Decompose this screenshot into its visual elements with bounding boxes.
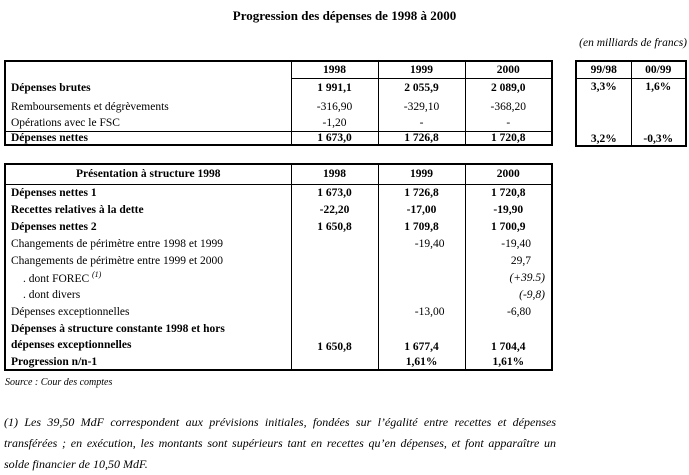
column-header: 2000 [465, 61, 552, 78]
cell-value: -368,20 [465, 98, 552, 116]
row-label-line1: Dépenses à structure constante 1998 et hors [11, 323, 225, 335]
table-header-row [5, 164, 552, 184]
row-label [5, 269, 291, 286]
cell-value: -22,20 [291, 201, 378, 218]
cell-value: 1 650,8 [291, 218, 378, 235]
row-label-text: . dont FOREC [23, 272, 90, 285]
ratio-value-top: 1,6% [645, 80, 672, 93]
cell-value [291, 235, 378, 252]
cell-value: 1 720,8 [465, 131, 552, 145]
row-label: Dépenses nettes [5, 131, 291, 145]
ratio-value-bottom: 3,2% [590, 133, 617, 145]
cell-value: (+39.5) [465, 269, 552, 286]
cell-value: 1,61% [465, 354, 552, 370]
cell-value: 1 700,9 [465, 218, 552, 235]
column-header: 99/98 [576, 61, 631, 78]
source-note: Source : Cour des comptes [5, 377, 113, 388]
unit-label: (en milliards de francs) [579, 37, 687, 49]
cell-value: - [465, 116, 552, 131]
cell-value: -1,20 [291, 116, 378, 131]
cell-value: 1 704,4 [465, 320, 552, 354]
table-row [5, 269, 552, 286]
table-row [5, 218, 552, 235]
table-row [5, 116, 552, 131]
row-label: Dépenses nettes 1 [11, 186, 97, 199]
table-row [5, 201, 552, 218]
table-header-row [5, 61, 552, 78]
cell-value [291, 303, 378, 320]
cell-value: 1 726,8 [378, 184, 465, 201]
cell-value: -19,40 [378, 235, 465, 252]
cell-value: 1 673,0 [291, 131, 378, 145]
cell-value: 1 650,8 [291, 320, 378, 354]
row-label: Dépenses nettes 2 [11, 220, 97, 233]
ratio-cell [631, 78, 686, 146]
cell-value: 1 709,8 [378, 218, 465, 235]
gross-expenses-table [4, 60, 553, 146]
header-empty-cell [5, 61, 291, 78]
cell-value: -6,80 [465, 303, 552, 320]
column-header: 00/99 [631, 61, 686, 78]
table-row [5, 235, 552, 252]
cell-value: -17,00 [378, 201, 465, 218]
page-title: Progression des dépenses de 1998 à 2000 [232, 8, 457, 23]
cell-value: - [378, 116, 465, 131]
table-row [5, 286, 552, 303]
cell-value [378, 252, 465, 269]
cell-value [291, 269, 378, 286]
row-label: Remboursements et dégrèvements [11, 101, 169, 113]
table-row [5, 78, 552, 98]
cell-value [291, 252, 378, 269]
cell-value [378, 269, 465, 286]
ratio-cell [576, 78, 631, 146]
table-row [5, 252, 552, 269]
cell-value: -19,40 [465, 235, 552, 252]
cell-value: 1 673,0 [291, 184, 378, 201]
column-header: 1999 [378, 164, 465, 184]
cell-value [291, 286, 378, 303]
footnote-text: (1) Les 39,50 MdF correspondent aux prévisions initiales, fondées sur l’égalité entre recettes et dépenses transférées ; en exécution, les montants sont supérieurs tant en recettes qu’en dépenses, et font apparaître un solde financier de 10,50 MdF. [4, 415, 556, 471]
table-row [5, 131, 552, 145]
cell-value: 1,61% [378, 354, 465, 370]
row-label: Dépenses exceptionnelles [11, 305, 130, 318]
cell-value [378, 286, 465, 303]
cell-value: (-9,8) [465, 286, 552, 303]
row-label: . dont divers [23, 288, 81, 301]
row-label: Opérations avec le FSC [11, 117, 120, 130]
cell-value: -19,90 [465, 201, 552, 218]
column-header: 1998 [291, 61, 378, 78]
row-label: Progression n/n-1 [11, 355, 98, 368]
cell-value: 1 720,8 [465, 184, 552, 201]
growth-ratio-table [575, 60, 687, 147]
row-label [5, 320, 291, 354]
row-label: Dépenses brutes [11, 82, 91, 94]
cell-value: 2 089,0 [465, 78, 552, 98]
cell-value: 1 677,4 [378, 320, 465, 354]
table-row [5, 354, 552, 370]
structure-1998-table [4, 163, 553, 371]
cell-value: 1 991,1 [291, 78, 378, 98]
cell-value: 1 726,8 [378, 131, 465, 145]
table-header-label: Présentation à structure 1998 [5, 164, 291, 184]
table-row [5, 303, 552, 320]
cell-value: 2 055,9 [378, 78, 465, 98]
footnote-marker: (1) [92, 270, 102, 280]
column-header: 2000 [465, 164, 552, 184]
ratio-value-bottom: -0,3% [643, 133, 674, 145]
cell-value: -329,10 [378, 98, 465, 116]
table-row [5, 320, 552, 354]
table-header-row [576, 61, 686, 78]
cell-value: 29,7 [465, 252, 552, 269]
cell-value: -316,90 [291, 98, 378, 116]
cell-value [291, 354, 378, 370]
row-label: Recettes relatives à la dette [11, 203, 144, 216]
table-row [5, 98, 552, 116]
column-header: 1998 [291, 164, 378, 184]
cell-value: -13,00 [378, 303, 465, 320]
table-row [576, 78, 686, 146]
column-header: 1999 [378, 61, 465, 78]
row-label: Changements de périmètre entre 1998 et 1999 [11, 237, 224, 250]
row-label-line2: dépenses exceptionnelles [11, 339, 132, 351]
table-row [5, 184, 552, 201]
ratio-value-top: 3,3% [590, 80, 617, 93]
row-label: Changements de périmètre entre 1999 et 2000 [11, 254, 224, 267]
